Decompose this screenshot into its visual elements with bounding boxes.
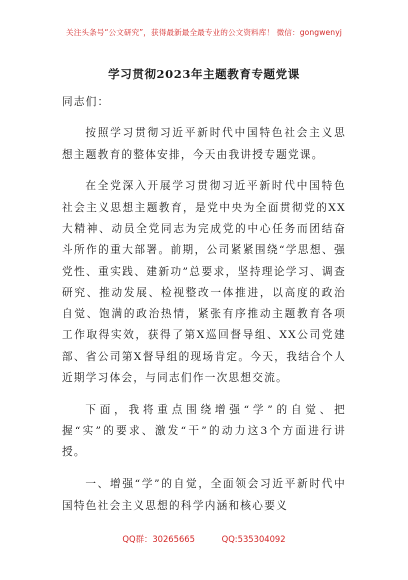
header-promo-text: 关注头条号“公文研究”，获得最新最全最专业的公文资料库！ 微信：gongwenyj	[66, 28, 342, 37]
footer-qq-group: QQ群：30265665	[122, 534, 195, 544]
footer-contact	[0, 533, 408, 545]
paragraph-outline: 下面，我将重点围绕增强“学”的自觉、把握“实”的要求、激发“干”的动力这3个方面进行讲授。	[62, 403, 346, 459]
section-heading-1: 一、增强“学”的自觉，全面领会习近平新时代中国特色社会主义思想的科学内涵和核心要义	[62, 478, 346, 512]
greeting: 同志们：	[62, 96, 110, 108]
paragraph-intro: 按照学习贯彻习近平新时代中国特色社会主义思想主题教育的整体安排，今天由我讲授专题党课。	[62, 127, 346, 161]
footer-qq: QQ:535304092	[221, 534, 286, 544]
document-body	[62, 92, 346, 527]
document-title: 学习贯彻2023年主题教育专题党课	[108, 67, 300, 81]
paragraph-background: 在全党深入开展学习贯彻习近平新时代中国特色社会主义思想主题教育，是党中央为全面贯彻党的XX大精神、动员全党同志为完成党的中心任务而团结奋斗所作的重大部署。前期，公司紧紧围绕“学思想、强党性、重实践、建新功”总要求，坚持理论学习、调查研究、推动发展、检视整改一体推进，以高度的政治自觉、饱满的政治热情，紧张有序推动主题教育各项工作取得实效，获得了第X巡回督导组、XX公司党建部、省公司第X督导组的现场肯定。今天，我结合个人近期学习体会，与同志们作一次思想交流。	[62, 180, 346, 385]
